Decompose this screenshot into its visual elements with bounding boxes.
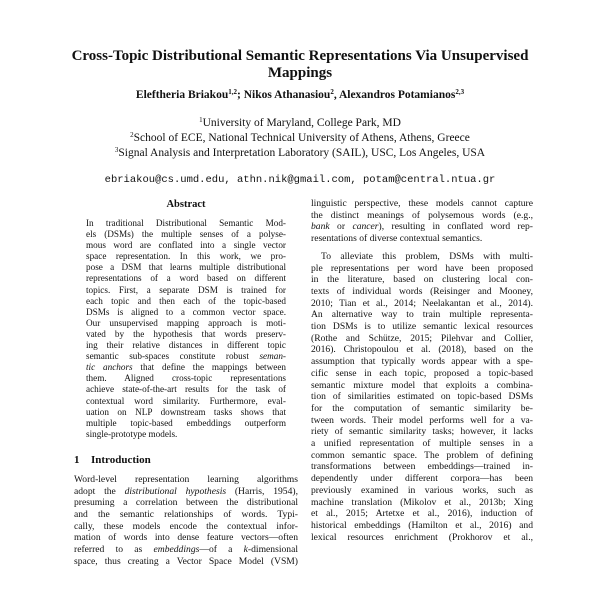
abstract-italic-term: tic anchors <box>86 362 133 373</box>
body-line <box>74 486 298 498</box>
body-line: common semantic space. The problem of defining <box>311 449 533 461</box>
body-line: for the computation of semantic similarity be- <box>311 402 533 414</box>
abstract-line: space representation. In this work, we pro- <box>86 251 286 262</box>
author-name: Alexandros Potamianos <box>338 89 456 101</box>
affiliation-text: School of ECE, National Technical University of Athens, Athens, Greece <box>133 132 470 144</box>
body-line: texts of individual words (Reisinger and Mooney, <box>311 285 533 297</box>
abstract-line: single-prototype models. <box>86 428 178 439</box>
body-line: ple representations per word have been proposed <box>311 262 533 274</box>
body-line: semantic mixture model that exploits a combina- <box>311 379 533 391</box>
affiliation-mark: 1 <box>199 116 203 124</box>
abstract-body <box>74 218 298 440</box>
abstract-line: uation on NLP downstream tasks shows that <box>86 406 286 417</box>
body-line: previously examined in various works, such as <box>311 484 533 496</box>
body-line: mation of words into dense feature vectors—often <box>74 532 298 544</box>
section-number: 1 <box>74 453 80 466</box>
body-line: resentations of diverse contextual semantics. <box>311 233 483 245</box>
abstract-line: multiple topic-based embeddings outperform <box>86 417 286 428</box>
body-line: transformations between embeddings—trained in- <box>311 461 533 473</box>
body-line: 2016). Christopoulou et al. (2018), based on the <box>311 344 533 356</box>
author-emails[interactable]: ebriakou@cs.umd.edu, athn.nik@gmail.com, potam@central.ntua.gr <box>104 174 496 186</box>
author-list <box>40 88 560 102</box>
body-line: in the literature, based on clustering local con- <box>311 274 533 286</box>
abstract-line: mous word are conflated into a single vector <box>86 240 286 251</box>
body-line: the distinct meanings of polysemous words (e.g., <box>311 209 533 221</box>
affiliation-mark: 2 <box>130 131 134 139</box>
body-text: ), resulting in conflated word rep- <box>378 221 533 233</box>
abstract-line <box>86 351 286 362</box>
body-line: and the semantic relationships of words. Typi- <box>74 508 298 520</box>
author-affil-mark: 2,3 <box>455 88 465 96</box>
body-line: 2010; Tian et al., 2014; Neelakantan et al., 2014). <box>311 297 533 309</box>
affiliation-text: University of Maryland, College Park, MD <box>202 117 401 129</box>
section-heading-introduction <box>74 454 298 467</box>
abstract-line: DSMs is aligned to a common vector space. <box>86 306 286 317</box>
abstract-line-text: semantic sub-spaces constitute robust <box>86 351 260 362</box>
affiliation-list <box>40 116 560 161</box>
body-line: Word-level representation learning algorithms <box>74 473 298 485</box>
abstract-line: els (DSMs) the multiple senses of a polyse- <box>86 229 286 240</box>
abstract-line: topics. First, a separate DSM is trained for <box>86 284 286 295</box>
body-line: tion of similarities estimated on topic-based DSMs <box>311 391 533 403</box>
body-line: To alleviate this problem, DSMs with multi- <box>321 250 533 262</box>
body-italic-term: distributional hypothesis <box>124 485 227 497</box>
body-line <box>311 221 533 233</box>
title-line-2: Mappings <box>267 65 333 81</box>
left-column <box>74 198 298 568</box>
body-line: linguistic perspective, these models cannot capture <box>311 198 533 209</box>
body-italic-term: bank <box>311 221 330 233</box>
body-line: presuming a correlation between the distributional <box>74 497 298 509</box>
body-line: cally, these models encode the contextual infor- <box>74 520 298 532</box>
body-line: tion DSMs is to utilize semantic lexical resources <box>311 321 533 333</box>
abstract-line: each topic and then each of the topic-based <box>86 295 286 306</box>
abstract-line: them. Aligned cross-topic representations <box>86 373 286 384</box>
author-separator: ; <box>236 89 244 101</box>
body-line: assumption that typically words appear with a spe- <box>311 356 533 368</box>
affiliation <box>40 116 560 131</box>
abstract-line: ing their relative distances in different topic <box>86 340 286 351</box>
body-line: tween words. Their model performs well for a va- <box>311 414 533 426</box>
abstract-line: contextual word similarity. Furthermore, eval- <box>86 395 286 406</box>
abstract-line: Our unsupervised mapping approach is moti- <box>86 317 286 328</box>
abstract-line: In traditional Distributional Semantic Mod- <box>86 218 286 228</box>
abstract-line: representations of a word based on different <box>86 273 286 284</box>
body-line: historical embeddings (Hamilton et al., 2016) and <box>311 519 533 531</box>
body-text: referred to as <box>74 544 154 556</box>
title-line-1: Cross-Topic Distributional Semantic Representations Via Unsupervised <box>71 48 529 64</box>
body-italic-term: k <box>243 544 248 556</box>
abstract-line-text: that define the mappings between <box>132 362 286 373</box>
body-text: -dimensional <box>247 544 298 556</box>
abstract-line: pose a DSM that learns multiple distributional <box>86 262 286 273</box>
body-line: machine translation (Mikolov et al., 2013b; Xing <box>311 496 533 508</box>
body-line: a unified representation of multiple senses in a <box>311 438 533 450</box>
body-line: (Rothe and Schütze, 2015; Pilehvar and Collier, <box>311 332 533 344</box>
author-name: Nikos Athanasiou <box>243 89 331 101</box>
body-text: or <box>329 221 353 233</box>
introduction-body <box>74 474 298 568</box>
abstract-line <box>86 362 286 373</box>
abstract-heading: Abstract <box>166 199 206 210</box>
author-affil-mark: 1,2 <box>228 88 237 96</box>
affiliation-text: Signal Analysis and Interpretation Laboratory (SAIL), USC, Los Angeles, USA <box>118 147 486 159</box>
section-title: Introduction <box>91 453 151 466</box>
body-line: An alternative way to train multiple representa- <box>311 309 533 321</box>
body-line: space, thus creating a Vector Space Model (VSM) <box>74 555 298 567</box>
body-text: adopt the <box>74 485 125 497</box>
body-text: —of a <box>199 544 244 556</box>
body-line <box>74 544 298 556</box>
body-line: riety of semantic similarity tasks; however, it lacks <box>311 426 533 438</box>
body-line: dependently under different corpora—has been <box>311 473 533 485</box>
author-affil-mark: 2 <box>330 88 334 96</box>
abstract-italic-term: seman- <box>259 351 286 362</box>
affiliation <box>40 131 560 146</box>
body-line: lexical resources enrichment (Prokhorov et al., <box>311 531 533 543</box>
body-italic-term: embeddings <box>153 544 200 556</box>
paper-title <box>60 48 540 82</box>
abstract-line: vated by the hypothesis that words preserv- <box>86 328 286 339</box>
affiliation-mark: 3 <box>114 146 119 154</box>
abstract-line: achieve state-of-the-art results for the task of <box>86 384 286 395</box>
body-line: cific sense in each topic, proposed a topic-based <box>311 367 533 379</box>
body-italic-term: cancer <box>352 221 379 233</box>
author-name: Eleftheria Briakou <box>135 89 229 101</box>
body-line: et al., 2015; Artetxe et al., 2016), induction of <box>311 508 533 520</box>
body-text: (Harris, 1954), <box>226 485 298 497</box>
author-separator: , <box>333 89 339 101</box>
affiliation <box>40 146 560 161</box>
right-column <box>311 198 533 543</box>
